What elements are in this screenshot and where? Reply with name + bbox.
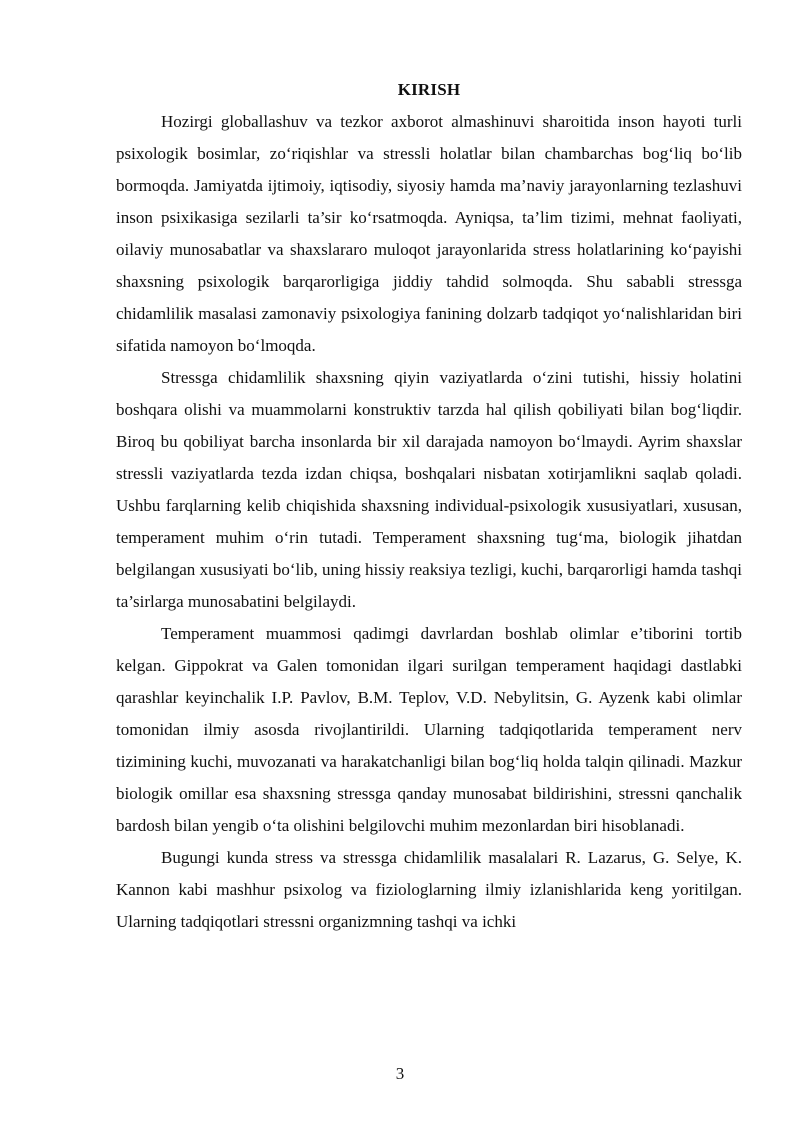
paragraph-2: Stressga chidamlilik shaxsning qiyin vaziyatlarda o‘zini tutishi, hissiy holatini boshqara olishi va muammolarni konstruktiv tarzda hal qilish qobiliyati bilan bog‘liqdir. Biroq bu qobiliyat barcha insonlarda bir xil darajada namoyon bo‘lmaydi. Ayrim shaxslar stressli vaziyatlarda tezda izdan chiqsa, boshqalari nisbatan xotirjamlikni saqlab qoladi. Ushbu farqlarning kelib chiqishida shaxsning individual-psixologik xususiyatlari, xususan, temperament muhim o‘rin tutadi. Temperament shaxsning tug‘ma, biologik jihatdan belgilangan xususiyati bo‘lib, uning hissiy reaksiya tezligi, kuchi, barqarorligi hamda tashqi ta’sirlarga munosabatini belgilaydi. [116,368,742,611]
document-page [116,74,742,938]
page-number: 3 [395,1064,405,1083]
section-heading: KIRISH [397,80,461,99]
paragraph-3: Temperament muammosi qadimgi davrlardan boshlab olimlar e’tiborini tortib kelgan. Gippokrat va Galen tomonidan ilgari surilgan temperament haqidagi dastlabki qarashlar keyinchalik I.P. Pavlov, B.M. Teplov, V.D. Nebylitsin, G. Ayzenk kabi olimlar tomonidan ilmiy asosda rivojlantirildi. Ularning tadqiqotlarida temperament nerv tizimining kuchi, muvozanati va harakatchanligi bilan bog‘liq holda talqin qilinadi. Mazkur biologik omillar esa shaxsning stressga qanday munosabat bildirishini, stressni qanchalik bardosh bilan yengib o‘ta olishini belgilovchi muhim mezonlardan biri hisoblanadi. [116,624,742,835]
paragraph-4: Bugungi kunda stress va stressga chidamlilik masalalari R. Lazarus, G. Selye, K. Kannon kabi mashhur psixolog va fiziologlarning ilmiy izlanishlarida keng yoritilgan. Ularning tadqiqotlari stressni organizmning tashqi va ichki [116,848,742,931]
paragraph-1: Hozirgi globallashuv va tezkor axborot almashinuvi sharoitida inson hayoti turli psixologik bosimlar, zo‘riqishlar va stressli holatlar bilan chambarchas bog‘liq bo‘lib bormoqda. Jamiyatda ijtimoiy, iqtisodiy, siyosiy hamda ma’naviy jarayonlarning tezlashuvi inson psixikasiga sezilarli ta’sir ko‘rsatmoqda. Ayniqsa, ta’lim tizimi, mehnat faoliyati, oilaviy munosabatlar va shaxslararo muloqot jarayonlarida stress holatlarining ko‘payishi shaxsning psixologik barqarorligiga jiddiy tahdid solmoqda. Shu sababli stressga chidamlilik masalasi zamonaviy psixologiya fanining dolzarb tadqiqot yo‘nalishlaridan biri sifatida namoyon bo‘lmoqda. [116,112,742,355]
